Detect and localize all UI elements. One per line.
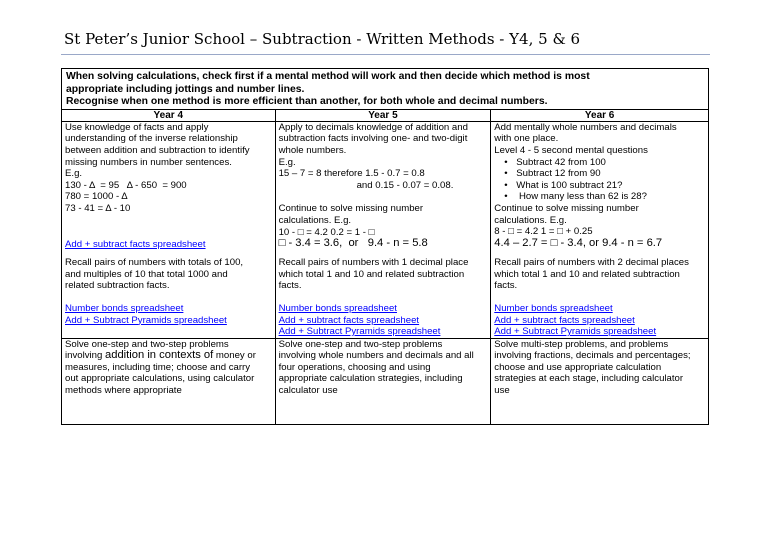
y6-r3-line: use xyxy=(494,385,510,397)
y4-r3-line: methods where appropriate xyxy=(65,385,182,397)
y5-r3-line: involving whole numbers and decimals and all xyxy=(278,350,474,362)
intro-cell xyxy=(62,69,709,110)
y6-r1b-line: Continue to solve missing number xyxy=(494,202,639,214)
y5-missing-number-equation: □ - 3.4 = 3.6, or 9.4 - n = 5.8 xyxy=(278,237,428,250)
y4-r3-fragment: money or xyxy=(215,350,256,362)
y5-r1-line: and 0.15 - 0.07 = 0.08. xyxy=(356,179,454,191)
y4-r1-line: missing numbers in number sentences. xyxy=(65,156,232,168)
year-5-header: Year 5 xyxy=(275,109,491,121)
page-title: St Peter’s Junior School – Subtraction - Written Methods - Y4, 5 & 6 xyxy=(64,30,581,48)
list-item: • What is 100 subtract 21? xyxy=(494,180,705,192)
y4-pyramids-link[interactable]: Add + Subtract Pyramids spreadsheet xyxy=(65,314,227,326)
y6-r1-line: Level 4 - 5 second mental questions xyxy=(494,144,648,156)
y6-r3-line: choose and use appropriate calculation xyxy=(494,361,662,373)
y6-add-subtract-facts-link[interactable]: Add + subtract facts spreadsheet xyxy=(494,314,635,326)
y6-r3-line: strategies at each stage, including calculator xyxy=(494,373,684,385)
y6-pyramids-link[interactable]: Add + Subtract Pyramids spreadsheet xyxy=(494,326,657,338)
y5-problems-cell xyxy=(275,338,491,424)
y6-r1b-line: 8 - □ = 4.2 1 = □ + 0.25 xyxy=(494,226,593,238)
y5-r1-line: 15 – 7 = 8 therefore 1.5 - 0.7 = 0.8 xyxy=(278,168,425,180)
y6-r2-line: which total 1 and 10 and related subtraction xyxy=(494,268,680,280)
subtraction-methods-table xyxy=(61,68,709,425)
y4-r2-line: related subtraction facts. xyxy=(65,280,170,292)
y5-r2-line: Recall pairs of numbers with 1 decimal place xyxy=(278,257,469,269)
y5-r1b-line: 10 - □ = 4.2 0.2 = 1 - □ xyxy=(278,226,375,238)
list-item: • Subtract 12 from 90 xyxy=(494,168,705,180)
y5-r3-line: four operations, choosing and using xyxy=(278,361,431,373)
y4-r1-line: understanding of the inverse relationship xyxy=(65,133,238,145)
y5-r1b-line: calculations. E.g. xyxy=(278,214,352,226)
y5-r1-line: E.g. xyxy=(278,156,296,168)
y6-missing-number-equation: 4.4 – 2.7 = □ - 3.4, or 9.4 - n = 6.7 xyxy=(494,236,663,249)
y4-r3-fragment: addition in contexts of xyxy=(105,349,214,362)
y5-number-bonds-link[interactable]: Number bonds spreadsheet xyxy=(278,302,397,314)
y4-r1-line: 780 = 1000 - Δ xyxy=(65,191,128,203)
y6-r1-line: Add mentally whole numbers and decimals xyxy=(494,121,677,133)
y6-facts-cell xyxy=(491,121,709,250)
y5-r1-line: subtraction facts involving one- and two-digit xyxy=(278,133,468,145)
y6-r1-line: with one place. xyxy=(494,133,559,145)
y4-r3-line: Solve one-step and two-step problems xyxy=(65,338,229,350)
y5-facts-cell xyxy=(275,121,491,250)
y4-r3-line: measures, including time; choose and carry xyxy=(65,361,251,373)
y6-r3-line: involving fractions, decimals and percentages; xyxy=(494,350,691,362)
y4-facts-cell xyxy=(62,121,276,250)
y4-r1-line: between addition and subtraction to identify xyxy=(65,144,250,156)
y4-r3-line-mixed xyxy=(65,350,272,362)
list-item: • How many less than 62 is 28? xyxy=(494,191,705,203)
y4-number-bonds-link[interactable]: Number bonds spreadsheet xyxy=(65,302,184,314)
intro-line-1: When solving calculations, check first if a mental method will work and then decide which method is most xyxy=(66,71,590,82)
y5-add-subtract-facts-link[interactable]: Add + subtract facts spreadsheet xyxy=(278,314,420,326)
y5-r3-line: calculator use xyxy=(278,385,338,397)
year-6-header: Year 6 xyxy=(491,109,709,121)
y5-r3-line: Solve one-step and two-step problems xyxy=(278,338,443,350)
intro-line-2: appropriate including jottings and number lines. xyxy=(66,83,305,95)
y6-problems-cell xyxy=(491,338,709,424)
year-4-header: Year 4 xyxy=(62,109,276,121)
y6-r1b-line: calculations. E.g. xyxy=(494,214,567,226)
y4-add-subtract-facts-link[interactable]: Add + subtract facts spreadsheet xyxy=(65,238,206,250)
y4-r3-line: out appropriate calculations, using calculator xyxy=(65,373,255,385)
y5-r1-line: whole numbers. xyxy=(278,144,347,156)
y4-r1-line: E.g. xyxy=(65,168,83,180)
y6-r3-line: Solve multi-step problems, and problems xyxy=(494,338,669,350)
y4-r2-line: and multiples of 10 that total 1000 and xyxy=(65,268,228,280)
y5-r2-line: which total 1 and 10 and related subtraction xyxy=(278,268,465,280)
y4-r3-fragment: involving xyxy=(65,350,103,362)
y6-r2-line: Recall pairs of numbers with 2 decimal places xyxy=(494,257,689,269)
y5-r1-line: Apply to decimals knowledge of addition and xyxy=(278,121,468,133)
y6-number-bonds-link[interactable]: Number bonds spreadsheet xyxy=(494,302,613,314)
y5-bonds-cell xyxy=(275,250,491,338)
y4-r1-line: 130 - Δ = 95 Δ - 650 = 900 xyxy=(65,179,187,191)
y4-r1-line: 73 - 41 = Δ - 10 xyxy=(65,202,131,214)
y5-r2-line: facts. xyxy=(278,280,302,292)
y5-r3-line: appropriate calculation strategies, including xyxy=(278,373,463,385)
y5-r1b-line: Continue to solve missing number xyxy=(278,203,424,215)
list-item: • Subtract 42 from 100 xyxy=(494,157,705,169)
y4-bonds-cell xyxy=(62,250,276,338)
y6-bonds-cell xyxy=(491,250,709,338)
y4-r1-line: Use knowledge of facts and apply xyxy=(65,121,209,133)
intro-line-3: Recognise when one method is more efficient than another, for both whole and decimal numbers. xyxy=(66,96,548,108)
y6-r2-line: facts. xyxy=(494,280,518,292)
title-underline xyxy=(61,54,710,55)
y4-problems-cell xyxy=(62,338,276,424)
y6-mental-questions-list xyxy=(494,157,705,203)
y4-r2-line: Recall pairs of numbers with totals of 100, xyxy=(65,257,244,269)
y5-pyramids-link[interactable]: Add + Subtract Pyramids spreadsheet xyxy=(278,326,441,338)
